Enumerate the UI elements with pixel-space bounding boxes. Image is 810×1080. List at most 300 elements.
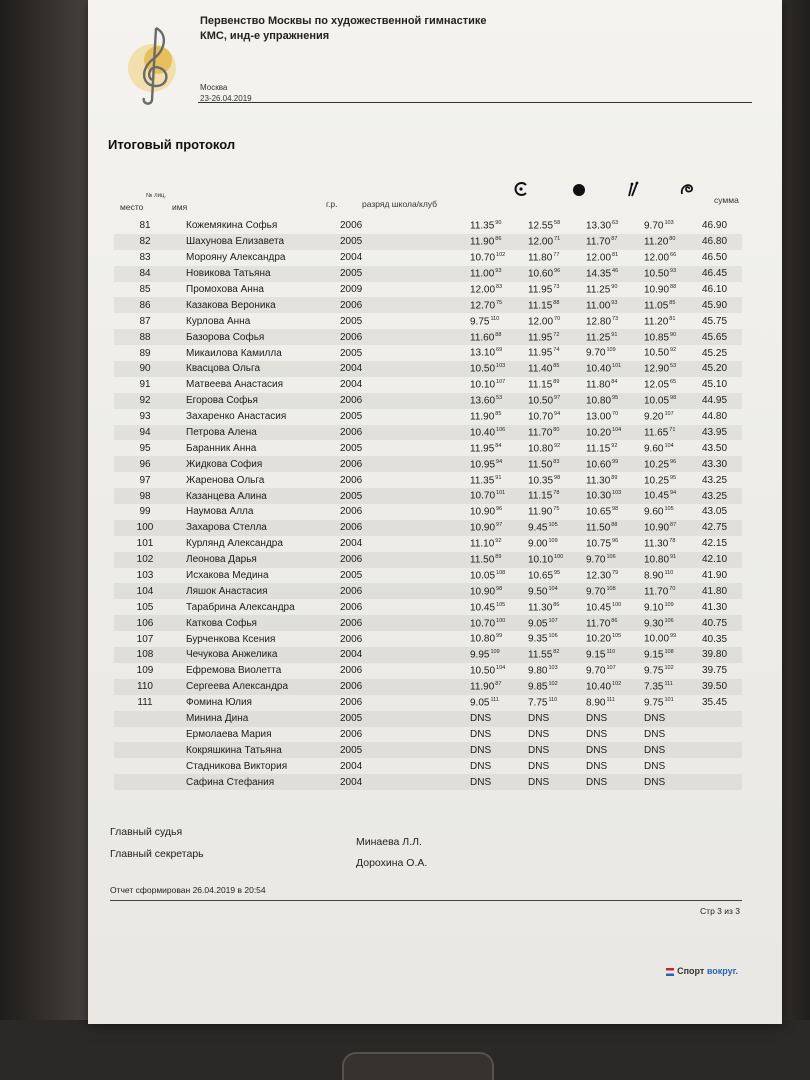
clubs-score-cell — [586, 599, 644, 615]
place-cell — [114, 520, 176, 536]
apparatus-rank: 93 — [495, 267, 502, 274]
clubs-score-cell-value: DNS — [586, 728, 608, 740]
hoop-score-cell — [470, 345, 528, 361]
sum-cell — [702, 742, 742, 758]
hoop-score-cell-value: 11.95 — [470, 443, 495, 455]
hoop-score-cell — [470, 313, 528, 329]
table-row — [114, 568, 742, 584]
clubs-score-cell-value: 11.70 — [586, 617, 611, 629]
clubs-score-cell-value: 9.15 — [586, 649, 606, 661]
hoop-score-cell — [470, 711, 528, 727]
apparatus-rank: 103 — [664, 220, 674, 227]
clubs-score-cell-value: 9.70 — [586, 665, 606, 677]
hoop-score-cell — [470, 361, 528, 377]
sum-cell — [702, 266, 742, 282]
table-row — [114, 647, 742, 663]
ball-score-cell — [528, 552, 586, 568]
ribbon-score-cell — [644, 536, 702, 552]
competition-title-line2: КМС, инд-е упражнения — [200, 30, 330, 42]
apparatus-rank: 95 — [554, 569, 561, 576]
sum-cell-value: 42.15 — [702, 538, 728, 550]
place-cell-value: 110 — [137, 681, 153, 693]
clubs-score-cell-value: 11.15 — [586, 443, 611, 455]
name-cell-value: Исхакова Медина — [186, 570, 269, 582]
hoop-score-cell — [470, 282, 528, 298]
year-cell-value: 2005 — [340, 347, 363, 359]
year-cell-value: 2006 — [340, 458, 363, 470]
apparatus-rank: 88 — [553, 299, 560, 306]
apparatus-rank: 53 — [496, 395, 503, 402]
clubs-score-cell-value: DNS — [586, 776, 608, 788]
clubs-score-cell-value: 11.00 — [586, 300, 611, 312]
apparatus-rank: 80 — [669, 236, 676, 243]
apparatus-rank: 92 — [611, 442, 618, 449]
apparatus-rank: 95 — [612, 395, 619, 402]
sum-cell — [702, 520, 742, 536]
ribbon-score-cell-value: 9.20 — [644, 411, 664, 423]
place-cell-value: 111 — [137, 697, 153, 709]
ribbon-score-cell — [644, 774, 702, 790]
clubs-score-cell-value: 13.00 — [586, 411, 612, 423]
ribbon-score-cell — [644, 361, 702, 377]
sum-cell — [702, 552, 742, 568]
place-cell-value: 89 — [139, 347, 151, 359]
hoop-score-cell — [470, 393, 528, 409]
ball-score-cell — [528, 218, 586, 234]
sum-cell — [702, 361, 742, 377]
name-cell-value: Казакова Вероника — [186, 299, 276, 311]
ribbon-score-cell — [644, 711, 702, 727]
hoop-score-cell-value: DNS — [470, 713, 492, 725]
year-cell-value: 2006 — [340, 220, 363, 232]
table-row — [114, 393, 742, 409]
place-cell — [114, 313, 176, 329]
ball-score-cell — [528, 568, 586, 584]
place-cell-value: 91 — [139, 379, 151, 391]
name-cell — [176, 488, 336, 504]
name-cell-value: Захаренко Анастасия — [186, 411, 287, 423]
table-row — [114, 758, 742, 774]
hoop-score-cell — [470, 663, 528, 679]
apparatus-rank: 102 — [664, 665, 674, 672]
col-license: № лиц. — [146, 193, 167, 199]
apparatus-rank: 93 — [670, 267, 677, 274]
apparatus-rank: 77 — [553, 252, 560, 259]
apparatus-rank: 81 — [669, 315, 676, 322]
apparatus-rank: 110 — [548, 697, 558, 703]
year-cell — [336, 409, 470, 425]
header-divider — [198, 102, 752, 103]
ribbon-score-cell-value: 11.30 — [644, 538, 669, 550]
ribbon-score-cell-value: 10.25 — [644, 474, 670, 486]
table-row — [114, 679, 742, 695]
year-cell — [336, 472, 470, 488]
apparatus-rank: 104 — [664, 442, 674, 449]
table-row — [114, 361, 742, 377]
ball-score-cell-value: 11.55 — [528, 649, 553, 661]
hoop-score-cell-value: 11.00 — [470, 268, 495, 280]
place-cell — [114, 583, 176, 599]
name-cell — [176, 297, 336, 313]
clubs-score-cell-value: 11.50 — [586, 522, 611, 534]
clubs-score-cell-value: DNS — [586, 713, 608, 725]
year-cell — [336, 456, 470, 472]
table-row — [114, 425, 742, 441]
sum-cell-value: 41.30 — [702, 601, 728, 613]
place-cell — [114, 568, 176, 584]
clubs-score-cell — [586, 440, 644, 456]
hoop-score-cell — [470, 552, 528, 568]
clubs-score-cell — [586, 758, 644, 774]
name-cell — [176, 615, 336, 631]
clubs-score-cell — [586, 425, 644, 441]
ribbon-score-cell-value: 11.70 — [644, 586, 669, 598]
sum-cell-value: 39.50 — [702, 681, 728, 693]
hoop-score-cell — [470, 695, 528, 711]
ball-score-cell — [528, 679, 586, 695]
apparatus-rank: 96 — [554, 267, 561, 274]
place-cell — [114, 774, 176, 790]
apparatus-rank: 80 — [553, 426, 560, 433]
hoop-score-cell — [470, 488, 528, 504]
table-row — [114, 615, 742, 631]
sum-cell-value: 41.90 — [702, 570, 728, 582]
sum-cell-value: 46.80 — [702, 236, 728, 248]
ribbon-score-cell — [644, 234, 702, 250]
clubs-score-cell — [586, 266, 644, 282]
name-cell-value: Бурченкова Ксения — [186, 633, 276, 645]
place-cell-value: 99 — [139, 506, 151, 518]
name-cell-value: Промохова Анна — [186, 284, 264, 295]
place-cell — [114, 695, 176, 711]
name-cell — [176, 520, 336, 536]
table-row — [114, 488, 742, 504]
ball-score-cell-value: 10.65 — [528, 570, 554, 582]
apparatus-rank: 84 — [495, 442, 502, 449]
apparatus-rank: 103 — [612, 490, 622, 497]
sum-cell-value: 42.10 — [702, 554, 728, 566]
place-cell — [114, 504, 176, 520]
ribbon-score-cell-value: 10.90 — [644, 284, 670, 296]
year-cell — [336, 663, 470, 679]
ribbon-score-cell-value: DNS — [644, 760, 666, 772]
year-cell-value: 2009 — [340, 284, 363, 295]
hoop-score-cell — [470, 266, 528, 282]
apparatus-rank: 86 — [495, 236, 502, 243]
ball-score-cell — [528, 488, 586, 504]
name-cell-value: Морояну Александра — [186, 252, 286, 264]
year-cell-value: 2005 — [340, 570, 363, 582]
ribbon-score-cell-value: DNS — [644, 713, 666, 725]
ribbon-score-cell — [644, 695, 702, 711]
name-cell-value: Курлянд Александра — [186, 538, 283, 550]
name-cell-value: Курлова Анна — [186, 315, 251, 327]
name-cell — [176, 266, 336, 282]
place-cell — [114, 250, 176, 266]
ribbon-score-cell-value: 8.90 — [644, 570, 664, 582]
apparatus-rank: 98 — [670, 395, 677, 402]
year-cell — [336, 599, 470, 615]
hoop-score-cell — [470, 568, 528, 584]
year-cell — [336, 361, 470, 377]
hoop-score-cell — [470, 647, 528, 663]
sum-cell — [702, 313, 742, 329]
ball-score-cell — [528, 631, 586, 647]
hoop-score-cell-value: 11.60 — [470, 331, 495, 343]
name-cell — [176, 663, 336, 679]
year-cell-value: 2005 — [340, 442, 363, 454]
apparatus-rank: 102 — [612, 681, 622, 688]
apparatus-rank: 104 — [548, 585, 558, 592]
ball-score-cell — [528, 297, 586, 313]
ball-score-cell — [528, 647, 586, 663]
name-cell — [176, 583, 336, 599]
chief-secretary-name: Дорохина О.А. — [356, 857, 428, 869]
ball-score-cell-value: 10.60 — [528, 268, 554, 280]
clubs-score-cell-value: 11.25 — [586, 331, 611, 343]
apparatus-rank: 109 — [606, 347, 616, 354]
apparatus-rank: 83 — [496, 283, 503, 290]
apparatus-rank: 107 — [548, 617, 558, 624]
sum-cell — [702, 695, 742, 711]
competition-location — [200, 82, 252, 104]
sum-cell-value: 39.75 — [702, 665, 728, 677]
year-cell-value: 2006 — [340, 681, 363, 693]
hoop-score-cell — [470, 297, 528, 313]
apparatus-rank: 91 — [670, 553, 677, 560]
name-cell-value: Минина Дина — [186, 713, 249, 725]
year-cell — [336, 774, 470, 790]
place-cell — [114, 758, 176, 774]
home-button[interactable] — [342, 1052, 494, 1080]
hoop-icon — [512, 180, 530, 198]
apparatus-rank: 100 — [612, 601, 622, 608]
page-title: Итоговый протокол — [108, 137, 236, 152]
hoop-score-cell — [470, 742, 528, 758]
sum-cell — [702, 536, 742, 552]
ball-score-cell-value: 11.70 — [528, 427, 553, 439]
apparatus-rank: 110 — [490, 315, 500, 322]
sum-cell-value: 45.75 — [702, 315, 728, 327]
place-cell — [114, 631, 176, 647]
clubs-score-cell — [586, 727, 644, 743]
place-cell — [114, 297, 176, 313]
clubs-score-cell — [586, 568, 644, 584]
table-row — [114, 504, 742, 520]
place-cell — [114, 488, 176, 504]
name-cell — [176, 536, 336, 552]
name-cell — [176, 282, 336, 298]
apparatus-rank: 65 — [670, 379, 677, 386]
competition-title — [200, 14, 487, 44]
hoop-score-cell — [470, 536, 528, 552]
clubs-score-cell — [586, 345, 644, 361]
sum-cell — [702, 568, 742, 584]
ribbon-score-cell-value: 10.50 — [644, 347, 670, 359]
year-cell — [336, 266, 470, 282]
ribbon-score-cell-value: 10.80 — [644, 554, 670, 566]
name-cell-value: Баранник Анна — [186, 442, 257, 454]
year-cell-value: 2004 — [340, 363, 363, 375]
sum-cell — [702, 393, 742, 409]
place-cell-value: 81 — [139, 220, 151, 232]
year-cell-value: 2006 — [340, 299, 363, 311]
name-cell — [176, 377, 336, 393]
apparatus-rank: 111 — [606, 697, 615, 703]
ribbon-score-cell — [644, 345, 702, 361]
ribbon-score-cell — [644, 727, 702, 743]
year-cell — [336, 695, 470, 711]
sum-cell — [702, 758, 742, 774]
ribbon-score-cell — [644, 615, 702, 631]
place-cell-value: 95 — [139, 442, 151, 454]
apparatus-rank: 102 — [496, 252, 506, 259]
table-row — [114, 218, 742, 234]
name-cell-value: Егорова Софья — [186, 395, 258, 407]
apparatus-rank: 110 — [606, 649, 616, 656]
apparatus-rank: 108 — [606, 585, 616, 592]
hoop-score-cell-value: 11.90 — [470, 411, 495, 423]
clubs-score-cell-value: 8.90 — [586, 697, 606, 709]
apparatus-rank: 91 — [611, 331, 618, 338]
ball-score-cell — [528, 377, 586, 393]
sum-cell-value: 45.25 — [702, 347, 728, 359]
apparatus-rank: 101 — [664, 697, 674, 703]
sum-cell-value: 43.50 — [702, 442, 728, 454]
apparatus-rank: 66 — [670, 252, 677, 259]
apparatus-rank: 87 — [495, 681, 502, 688]
hoop-score-cell-value: DNS — [470, 744, 492, 756]
ribbon-score-cell — [644, 266, 702, 282]
clubs-score-cell — [586, 552, 644, 568]
ribbon-score-cell — [644, 758, 702, 774]
name-cell — [176, 472, 336, 488]
ball-score-cell-value: 9.35 — [528, 633, 548, 645]
ribbon-score-cell — [644, 313, 702, 329]
ball-score-cell-value: 11.15 — [528, 490, 553, 502]
ball-score-cell-value: 11.15 — [528, 379, 553, 391]
year-cell — [336, 742, 470, 758]
col-place: место — [120, 202, 144, 212]
sum-cell-value: 45.65 — [702, 331, 728, 343]
year-cell — [336, 313, 470, 329]
ball-score-cell — [528, 615, 586, 631]
table-row — [114, 742, 742, 758]
sum-cell-value: 46.10 — [702, 284, 728, 295]
sum-cell-value: 43.25 — [702, 490, 728, 502]
sum-cell — [702, 599, 742, 615]
ribbon-score-cell-value: 10.05 — [644, 395, 670, 407]
name-cell — [176, 599, 336, 615]
apparatus-rank: 85 — [669, 299, 676, 306]
apparatus-rank: 79 — [612, 569, 619, 576]
sum-cell — [702, 440, 742, 456]
apparatus-rank: 89 — [553, 379, 560, 386]
clubs-score-cell-value: 10.20 — [586, 427, 612, 439]
place-cell-value: 85 — [139, 284, 151, 295]
ball-score-cell-value: 9.80 — [528, 665, 548, 677]
hoop-score-cell — [470, 456, 528, 472]
name-cell-value: Чечукова Анжелика — [186, 649, 278, 661]
ribbon-score-cell-value: 12.00 — [644, 252, 670, 264]
ball-score-cell — [528, 536, 586, 552]
sum-cell-value: 43.95 — [702, 427, 728, 439]
name-cell — [176, 361, 336, 377]
year-cell-value: 2006 — [340, 506, 363, 518]
name-cell — [176, 742, 336, 758]
clubs-icon — [624, 180, 642, 198]
apparatus-rank: 106 — [548, 633, 558, 640]
apparatus-rank: 100 — [496, 617, 506, 624]
year-cell — [336, 329, 470, 345]
apparatus-rank: 71 — [554, 236, 561, 243]
apparatus-rank: 46 — [612, 267, 619, 274]
apparatus-rank: 106 — [606, 553, 616, 560]
ball-score-cell — [528, 663, 586, 679]
ribbon-score-cell-value: 10.85 — [644, 331, 670, 343]
table-row — [114, 266, 742, 282]
place-cell-value: 109 — [136, 665, 154, 677]
sum-cell-value: 45.20 — [702, 363, 728, 375]
sum-cell — [702, 218, 742, 234]
ball-score-cell-value: DNS — [528, 744, 550, 756]
place-cell — [114, 472, 176, 488]
name-cell — [176, 552, 336, 568]
sum-cell — [702, 250, 742, 266]
apparatus-rank: 98 — [612, 506, 619, 513]
sum-cell-value: 46.45 — [702, 268, 728, 280]
clubs-score-cell — [586, 583, 644, 599]
sum-cell — [702, 456, 742, 472]
clubs-score-cell — [586, 377, 644, 393]
apparatus-rank: 109 — [490, 649, 500, 656]
clubs-score-cell — [586, 520, 644, 536]
ball-score-cell — [528, 250, 586, 266]
place-cell-value: 107 — [136, 633, 154, 645]
ball-score-cell — [528, 456, 586, 472]
hoop-score-cell-value: 10.95 — [470, 458, 496, 470]
name-cell-value: Квасцова Ольга — [186, 363, 261, 375]
apparatus-rank: 86 — [553, 601, 560, 608]
apparatus-rank: 92 — [495, 538, 502, 545]
year-cell-value: 2004 — [340, 538, 363, 550]
apparatus-rank: 107 — [664, 410, 674, 417]
clubs-score-cell-value: 11.80 — [586, 379, 611, 391]
hoop-score-cell — [470, 774, 528, 790]
hoop-score-cell — [470, 377, 528, 393]
ball-score-cell — [528, 742, 586, 758]
hoop-score-cell — [470, 472, 528, 488]
name-cell-value: Тарабрина Александра — [186, 601, 295, 613]
hoop-score-cell-value: 9.05 — [470, 697, 490, 709]
apparatus-rank: 70 — [554, 315, 561, 322]
ball-score-cell-value: 7.75 — [528, 697, 548, 709]
table-row — [114, 234, 742, 250]
ribbon-score-cell-value: 11.65 — [644, 427, 669, 439]
sum-cell-value: 43.05 — [702, 506, 728, 518]
apparatus-rank: 105 — [548, 522, 558, 529]
ribbon-score-cell-value: 9.30 — [644, 617, 664, 629]
sum-cell-value: 40.35 — [702, 633, 728, 645]
place-cell — [114, 218, 176, 234]
place-cell-value: 92 — [139, 395, 151, 407]
name-cell-value: Новикова Татьяна — [186, 268, 271, 280]
dates: 23-26.04.2019 — [200, 94, 252, 103]
clubs-score-cell — [586, 504, 644, 520]
table-row — [114, 250, 742, 266]
ribbon-score-cell-value: 12.90 — [644, 363, 670, 375]
hoop-score-cell-value: DNS — [470, 760, 492, 772]
